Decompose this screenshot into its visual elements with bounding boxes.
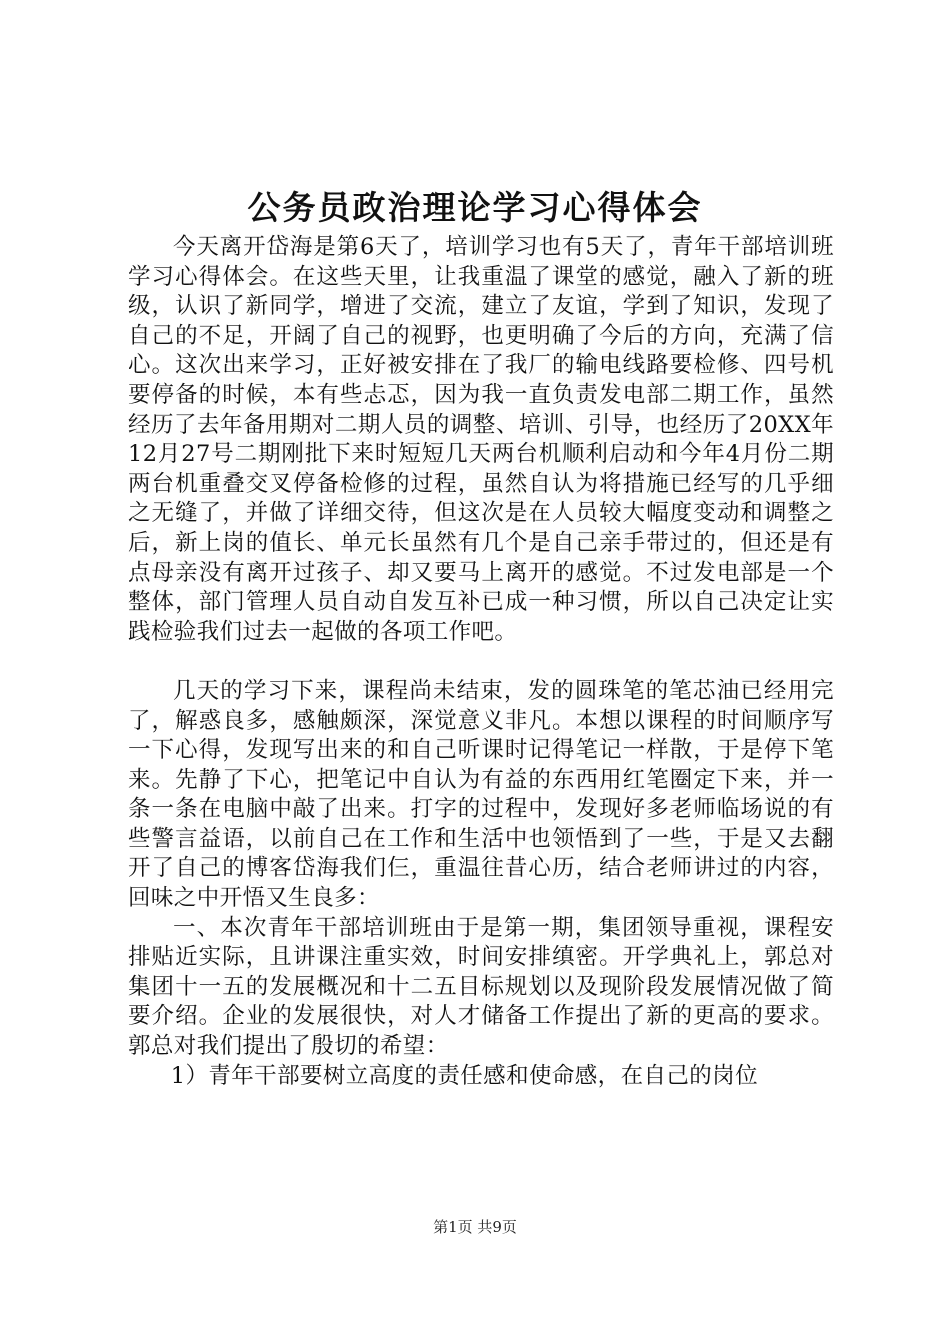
- paragraph-1: 今天离开岱海是第6天了，培训学习也有5天了，青年干部培训班学习心得体会。在这些天里，让我重温了课堂的感觉，融入了新的班级，认识了新同学，增进了交流，建立了友谊，学到了知识，发现了自己的不足，开阔了自己的视野，也更明确了今后的方向，充满了信心。这次出来学习，正好被安排在了我厂的输电线路要检修、四号机要停备的时候，本有些忐忑，因为我一直负责发电部二期工作，虽然经历了去年备用期对二期人员的调整、培训、引导，也经历了20XX年12月27号二期刚批下来时短短几天两台机顺利启动和今年4月份二期两台机重叠交叉停备检修的过程，虽然自认为将措施已经写的几乎细之无缝了，并做了详细交待，但这次是在人员较大幅度变动和调整之后，新上岗的值长、单元长虽然有几个是自己亲手带过的，但还是有点母亲没有离开过孩子、却又要马上离开的感觉。不过发电部是一个整体，部门管理人员自动自发互补已成一种习惯，所以自己决定让实践检验我们过去一起做的各项工作吧。: [128, 234, 834, 645]
- paragraph-4: 1）青年干部要树立高度的责任感和使命感，在自己的岗位: [170, 1062, 758, 1089]
- document-title: 公务员政治理论学习心得体会: [247, 188, 703, 227]
- document-body: [128, 233, 834, 1091]
- page-footer: 第1页 共9页: [433, 1218, 517, 1236]
- paragraph-2: 几天的学习下来，课程尚未结束，发的圆珠笔的笔芯油已经用完了，解惑良多，感触颇深，深觉意义非凡。本想以课程的时间顺序写一下心得，发现写出来的和自己听课时记得笔记一样散，于是停下笔来。先静了下心，把笔记中自认为有益的东西用红笔圈定下来，并一条一条在电脑中敲了出来。打字的过程中，发现好多老师临场说的有些警言益语，以前自己在工作和生活中也领悟到了一些，于是又去翻开了自己的博客岱海我们仨，重温往昔心历，结合老师讲过的内容，回味之中开悟又生良多：: [128, 677, 834, 912]
- paragraph-gap: [128, 647, 834, 677]
- paragraph-3: 一、本次青年干部培训班由于是第一期，集团领导重视，课程安排贴近实际，且讲课注重实效，时间安排缜密。开学典礼上，郭总对集团十一五的发展概况和十二五目标规划以及现阶段发展情况做了简要介绍。企业的发展很快，对人才储备工作提出了新的更高的要求。郭总对我们提出了殷切的希望：: [128, 914, 834, 1060]
